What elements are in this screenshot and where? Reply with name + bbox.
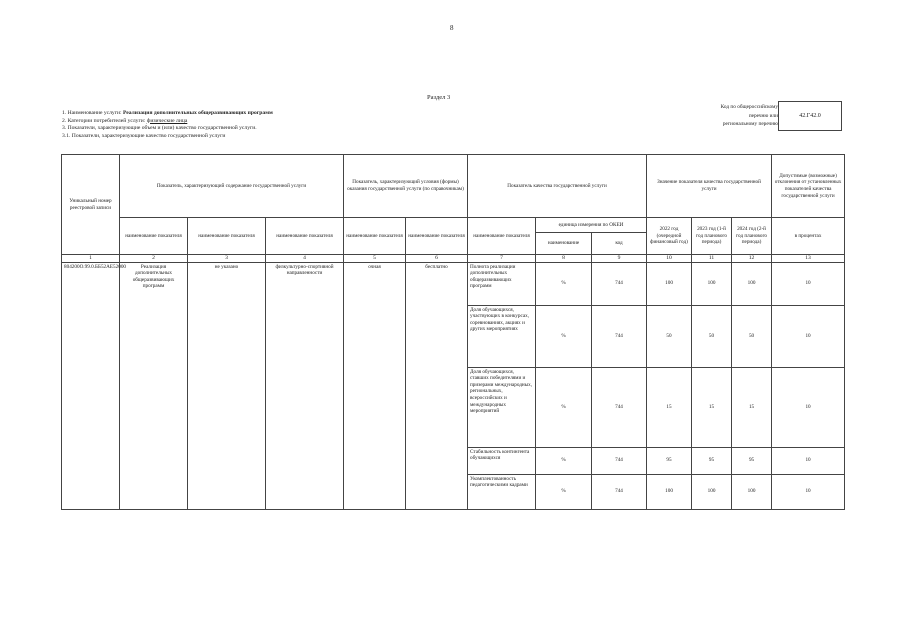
column-number: 1 xyxy=(62,255,120,263)
indicator-unit: % xyxy=(536,367,592,447)
record-unique-number: 804200О.99.0.ББ52АЕ52000 xyxy=(62,262,120,509)
record-content-1: Реализация дополнительных общеразвивающих программ xyxy=(120,262,188,509)
indicator-unit: % xyxy=(536,305,592,367)
header-unit-okei: единица измерения по ОКЕИ xyxy=(536,218,647,233)
value-2022: 15 xyxy=(647,367,692,447)
value-2022: 100 xyxy=(647,262,692,305)
column-number: 9 xyxy=(592,255,647,263)
code-box xyxy=(778,101,842,131)
column-number: 12 xyxy=(732,255,772,263)
header-indicator-name: наименование показателя xyxy=(266,218,344,255)
code-box-value: 42.Г42.0 xyxy=(799,113,821,119)
indicator-name: Доля обучающихся, участвующих в конкурсах, соревнованиях, акциях и других мероприятиях xyxy=(468,305,536,367)
value-2023: 15 xyxy=(692,367,732,447)
indicator-code: 744 xyxy=(592,262,647,305)
indicator-name: Доля обучающихся, ставших победителями и призерами международных, региональных, всероссийских и международных мероприятий xyxy=(468,367,536,447)
service-intro xyxy=(62,110,273,140)
record-condition-2: бесплатно xyxy=(406,262,468,509)
value-2024: 100 xyxy=(732,262,772,305)
column-number: 3 xyxy=(188,255,266,263)
value-2024: 50 xyxy=(732,305,772,367)
service-name-line xyxy=(62,110,273,118)
column-number: 4 xyxy=(266,255,344,263)
record-content-3: физкультурно-спортивной направленности xyxy=(266,262,344,509)
consumer-category-label: 2. Категории потребителей услуги: xyxy=(62,117,146,124)
header-year-2024: 2024 год (2-й год планового периода) xyxy=(732,218,772,255)
record-content-2: не указано xyxy=(188,262,266,509)
quality-indicators-line: 3.1. Показатели, характеризующие качество государственной услуги xyxy=(62,132,226,139)
indicator-unit: % xyxy=(536,447,592,474)
column-number: 11 xyxy=(692,255,732,263)
value-2023: 100 xyxy=(692,262,732,305)
column-number: 5 xyxy=(344,255,406,263)
header-deviations: Допустимые (возможные) отклонения от установленных показателей качества государственной услуги xyxy=(772,155,845,218)
header-indicator-name: наименование показателя xyxy=(188,218,266,255)
column-number: 2 xyxy=(120,255,188,263)
indicator-code: 744 xyxy=(592,474,647,509)
value-2022: 95 xyxy=(647,447,692,474)
deviation-value: 10 xyxy=(772,474,845,509)
deviation-value: 10 xyxy=(772,447,845,474)
code-box-label-line: Код по общероссийскому xyxy=(720,104,778,110)
header-year-2022: 2022 год (очередной финансовый год) xyxy=(647,218,692,255)
value-2022: 100 xyxy=(647,474,692,509)
column-number: 8 xyxy=(536,255,592,263)
value-2023: 50 xyxy=(692,305,732,367)
indicator-unit: % xyxy=(536,474,592,509)
value-2023: 100 xyxy=(692,474,732,509)
service-name-value: Реализация дополнительных общеразвивающих программ xyxy=(122,110,273,116)
header-quality-values: Значение показателя качества государственной услуги xyxy=(647,155,772,218)
service-name-label: 1. Наименование услуги: xyxy=(62,110,122,116)
column-number: 6 xyxy=(406,255,468,263)
header-content-indicator: Показатель, характеризующий содержание государственной услуги xyxy=(120,155,344,218)
header-indicator-name: наименование показателя xyxy=(406,218,468,255)
header-in-percent: в процентах xyxy=(772,218,845,255)
indicator-name: Полнота реализации дополнительных общеразвивающих программ xyxy=(468,262,536,305)
header-unique-number: Уникальный номер реестровой записи xyxy=(62,155,120,255)
header-indicator-name: наименование показателя xyxy=(468,218,536,255)
deviation-value: 10 xyxy=(772,262,845,305)
header-year-2023: 2023 год (1-й год планового периода) xyxy=(692,218,732,255)
header-indicator-name: наименование показателя xyxy=(120,218,188,255)
indicator-code: 744 xyxy=(592,305,647,367)
header-indicator-name: наименование показателя xyxy=(344,218,406,255)
header-unit-code: код xyxy=(592,233,647,255)
value-2022: 50 xyxy=(647,305,692,367)
indicator-code: 744 xyxy=(592,367,647,447)
deviation-value: 10 xyxy=(772,305,845,367)
indicator-unit: % xyxy=(536,262,592,305)
indicators-line: 3. Показатели, характеризующие объем и (или) качество государственной услуги. xyxy=(62,125,257,132)
section-title: Раздел 3 xyxy=(427,94,451,101)
value-2024: 15 xyxy=(732,367,772,447)
indicator-code: 744 xyxy=(592,447,647,474)
value-2024: 95 xyxy=(732,447,772,474)
column-number: 13 xyxy=(772,255,845,263)
indicator-name: Укомплектованность педагогическими кадрами xyxy=(468,474,536,509)
code-box-label xyxy=(700,103,778,129)
header-unit-name: наименование xyxy=(536,233,592,255)
page-number: 8 xyxy=(450,24,454,32)
code-box-label-line: перечню или xyxy=(748,112,778,119)
record-condition-1: очная xyxy=(344,262,406,509)
column-numbers-row xyxy=(62,255,845,263)
deviation-value: 10 xyxy=(772,367,845,447)
indicator-name: Стабильность контингента обучающихся xyxy=(468,447,536,474)
quality-indicators-table xyxy=(61,154,845,510)
column-number: 10 xyxy=(647,255,692,263)
table-row xyxy=(62,262,845,305)
header-quality-indicator: Показатель качества государственной услуги xyxy=(468,155,647,218)
consumer-category-value: физические лица xyxy=(146,117,188,124)
header-conditions-indicator: Показатель, характеризующий условия (формы) оказания государственной услуги (по справочникам) xyxy=(344,155,468,218)
code-box-label-line: региональному перечню xyxy=(722,121,778,128)
value-2024: 100 xyxy=(732,474,772,509)
value-2023: 95 xyxy=(692,447,732,474)
column-number: 7 xyxy=(468,255,536,263)
